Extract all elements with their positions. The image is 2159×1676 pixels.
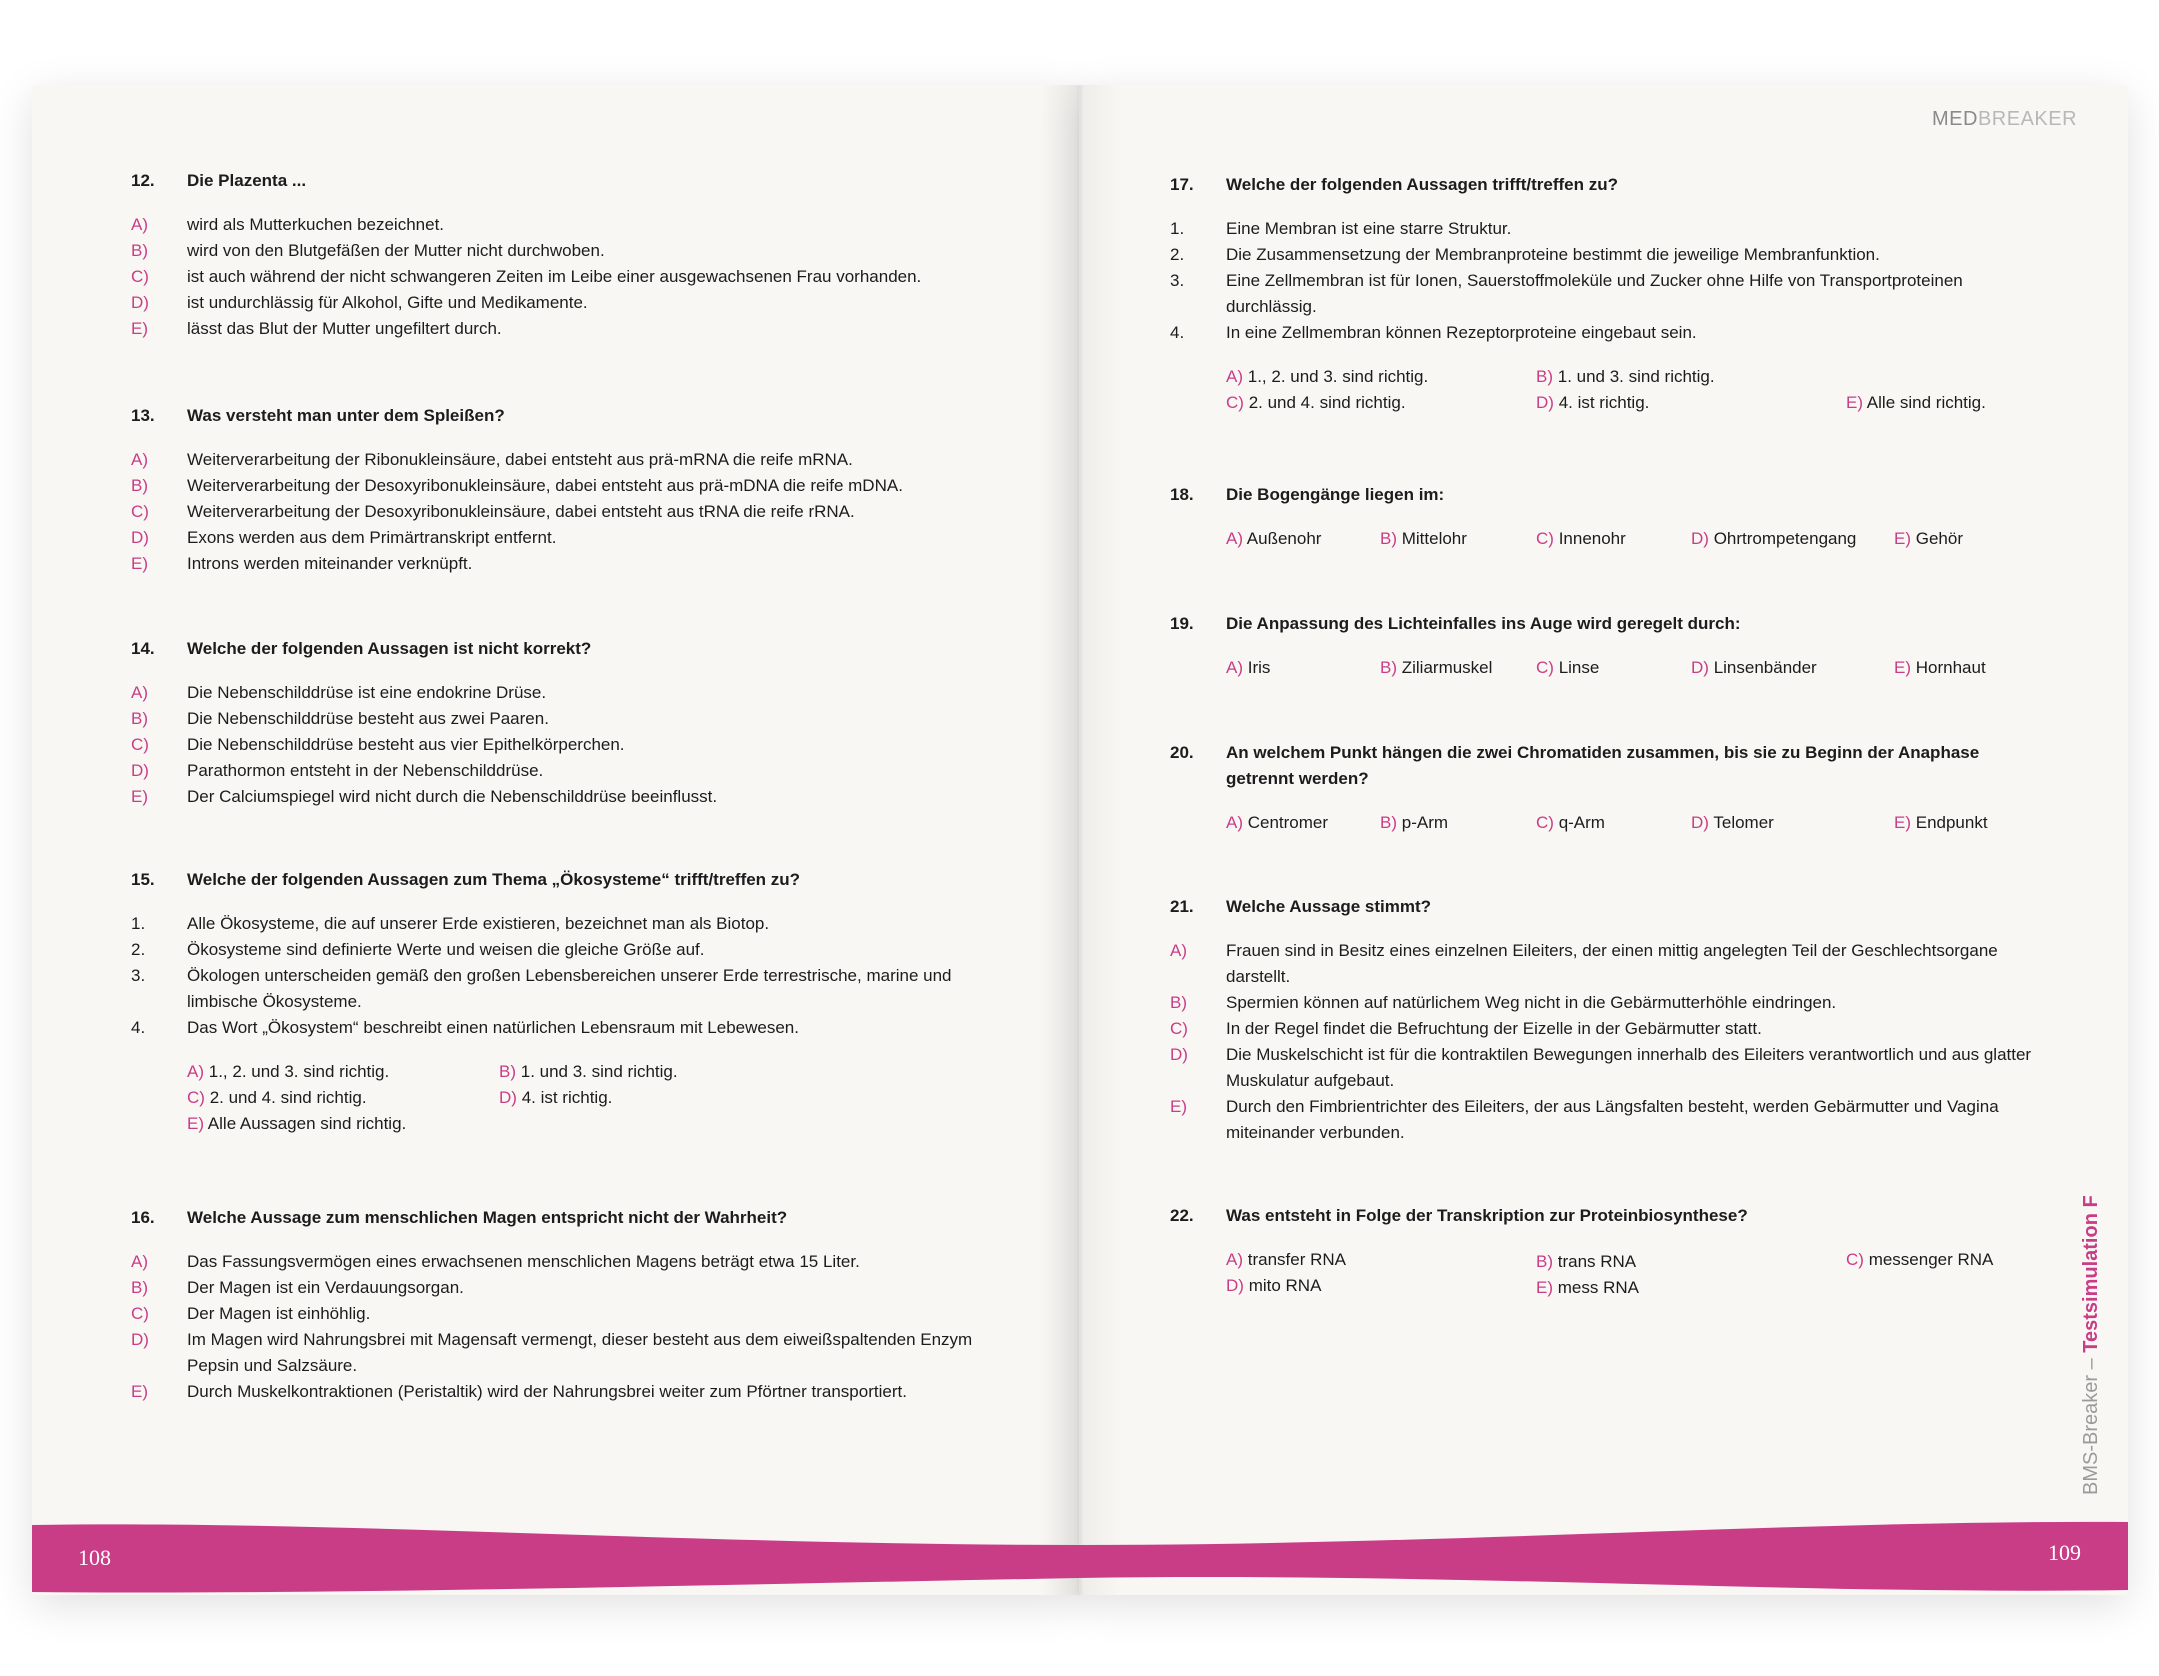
question-text: Die Bogengänge liegen im: (1226, 485, 1445, 504)
answer-option[interactable]: D) Im Magen wird Nahrungsbrei mit Magensaft vermengt, dieser besteht aus dem eiweißspaltenden Enzym Pepsin und Salzsäure. (131, 1330, 973, 1375)
answer-option[interactable]: B) Ziliarmuskel (1380, 658, 1493, 677)
logo-med: MED (1932, 108, 1978, 130)
question-number: 20. (1170, 743, 1194, 762)
answer-option[interactable]: B) Weiterverarbeitung der Desoxyribonukleinsäure, dabei entsteht aus prä-mDNA die reife mDNA. (131, 476, 903, 495)
answer-option[interactable]: B) 1. und 3. sind richtig. (499, 1062, 678, 1081)
answer-option[interactable]: E) Gehör (1894, 529, 1963, 548)
question-text: Was entsteht in Folge der Transkription zur Proteinbiosynthese? (1226, 1206, 1748, 1225)
answer-option[interactable]: A) Weiterverarbeitung der Ribonukleinsäure, dabei entsteht aus prä-mRNA die reife mRNA. (131, 450, 853, 469)
choices-grid (131, 1059, 1011, 1139)
answer-option[interactable]: C) In der Regel findet die Befruchtung der Eizelle in der Gebärmutter statt. (1170, 1019, 1762, 1038)
answer-option[interactable]: C) Die Nebenschilddrüse besteht aus vier Epithelkörperchen. (131, 735, 625, 754)
answer-option[interactable]: D) 4. ist richtig. (1536, 393, 1650, 412)
answer-option[interactable]: D) Exons werden aus dem Primärtranskript entfernt. (131, 528, 557, 547)
answer-option[interactable]: C) Der Magen ist einhöhlig. (131, 1304, 371, 1323)
answer-option[interactable]: C) messenger RNA (1846, 1250, 1994, 1269)
question-20 (1170, 740, 2040, 836)
question-text: Welche der folgenden Aussagen zum Thema „Ökosysteme“ trifft/treffen zu? (187, 870, 801, 889)
answer-option[interactable]: E) Endpunkt (1894, 813, 1988, 832)
answer-option[interactable]: E) Hornhaut (1894, 658, 1986, 677)
question-text: Welche der folgenden Aussagen ist nicht korrekt? (187, 639, 592, 658)
statement: 3. Ökologen unterscheiden gemäß den großen Lebensbereichen unserer Erde terrestrische, marine und limbische Ökosysteme. (131, 966, 952, 1011)
answer-option[interactable]: B) p-Arm (1380, 813, 1449, 832)
question-text: Welche der folgenden Aussagen trifft/treffen zu? (1226, 175, 1618, 194)
answer-option[interactable]: D) Die Muskelschicht ist für die kontraktilen Bewegungen innerhalb des Eileiters verantwortlich und aus glatter Muskulatur aufgebaut. (1170, 1045, 2032, 1090)
answer-option[interactable]: E) mess RNA (1536, 1278, 1639, 1297)
choices-row (1170, 526, 2040, 552)
statement: 2. Ökosysteme sind definierte Werte und weisen die gleiche Größe auf. (131, 940, 705, 959)
answer-option[interactable]: E) Der Calciumspiegel wird nicht durch die Nebenschilddrüse beeinflusst. (131, 787, 718, 806)
side-running-title (2080, 1195, 2103, 1495)
choices-row (1170, 655, 2040, 681)
answer-option[interactable]: E) Durch Muskelkontraktionen (Peristaltik) wird der Nahrungsbrei weiter zum Pförtner transportiert. (131, 1382, 907, 1401)
page-number-left: 108 (78, 1545, 111, 1570)
answer-option[interactable]: E) lässt das Blut der Mutter ungefiltert durch. (131, 319, 502, 338)
question-text: Die Plazenta ... (187, 171, 307, 190)
statement: 1. Alle Ökosysteme, die auf unserer Erde existieren, bezeichnet man als Biotop. (131, 914, 770, 933)
question-17 (1170, 172, 2040, 418)
question-15 (131, 867, 1011, 1139)
choices-grid (1170, 364, 2040, 418)
answer-option[interactable]: A) wird als Mutterkuchen bezeichnet. (131, 215, 445, 234)
answer-option[interactable]: A) transfer RNA (1226, 1250, 1346, 1269)
answer-option[interactable]: A) Außenohr (1226, 529, 1322, 548)
answer-option[interactable]: C) Weiterverarbeitung der Desoxyribonukleinsäure, dabei entsteht aus tRNA die reife rRNA. (131, 502, 855, 521)
question-21 (1170, 894, 2040, 1146)
statement: 3. Eine Zellmembran ist für Ionen, Sauerstoffmoleküle und Zucker ohne Hilfe von Transportproteinen durchlässig. (1170, 271, 1963, 316)
answer-option[interactable]: D) mito RNA (1226, 1276, 1322, 1295)
question-number: 18. (1170, 485, 1194, 504)
question-number: 16. (131, 1208, 155, 1227)
choices-row (1170, 810, 2040, 836)
statement: 2. Die Zusammensetzung der Membranproteine bestimmt die jeweilige Membranfunktion. (1170, 245, 1880, 264)
choices-grid (1170, 1247, 2040, 1301)
medbreaker-logo (1932, 108, 2077, 131)
answer-option[interactable]: C) q-Arm (1536, 813, 1605, 832)
answer-option[interactable]: D) Linsenbänder (1691, 658, 1817, 677)
question-text: Welche Aussage stimmt? (1226, 897, 1432, 916)
answer-option[interactable]: D) 4. ist richtig. (499, 1088, 613, 1107)
logo-breaker: BREAKER (1977, 108, 2078, 130)
question-16 (131, 1205, 1011, 1405)
question-18 (1170, 482, 2040, 552)
question-13 (131, 403, 1011, 577)
question-19 (1170, 611, 2040, 681)
question-text: Welche Aussage zum menschlichen Magen entspricht nicht der Wahrheit? (187, 1208, 788, 1227)
question-number: 22. (1170, 1206, 1194, 1225)
answer-option[interactable]: E) Alle sind richtig. (1846, 393, 1986, 412)
question-number: 12. (131, 171, 155, 190)
question-22 (1170, 1203, 2040, 1301)
answer-option[interactable]: C) 2. und 4. sind richtig. (187, 1088, 367, 1107)
answer-option[interactable]: D) ist undurchlässig für Alkohol, Gifte und Medikamente. (131, 293, 588, 312)
answer-option[interactable]: B) wird von den Blutgefäßen der Mutter nicht durchwoben. (131, 241, 605, 260)
statement: 4. In eine Zellmembran können Rezeptorproteine eingebaut sein. (1170, 323, 1697, 342)
answer-option[interactable]: A) Die Nebenschilddrüse ist eine endokrine Drüse. (131, 683, 547, 702)
answer-option[interactable]: A) Iris (1226, 658, 1271, 677)
answer-option[interactable]: A) Das Fassungsvermögen eines erwachsenen menschlichen Magens beträgt etwa 15 Liter. (131, 1252, 860, 1271)
answer-option[interactable]: C) Linse (1536, 658, 1600, 677)
question-text: An welchem Punkt hängen die zwei Chromatiden zusammen, bis sie zu Beginn der Anaphase getrennt werden? (1226, 743, 1980, 788)
answer-option[interactable]: B) Die Nebenschilddrüse besteht aus zwei Paaren. (131, 709, 549, 728)
answer-option[interactable]: D) Telomer (1691, 813, 1774, 832)
answer-option[interactable]: D) Parathormon entsteht in der Nebenschilddrüse. (131, 761, 544, 780)
answer-option[interactable]: A) Frauen sind in Besitz eines einzelnen Eileiters, der einen mittig angelegten Teil der Geschlechtsorgane darstellt. (1170, 941, 1998, 986)
answer-option[interactable]: A) Centromer (1226, 813, 1329, 832)
answer-option[interactable]: A) 1., 2. und 3. sind richtig. (1226, 367, 1429, 386)
answer-option[interactable]: A) 1., 2. und 3. sind richtig. (187, 1062, 390, 1081)
answer-option[interactable]: E) Introns werden miteinander verknüpft. (131, 554, 473, 573)
question-number: 17. (1170, 175, 1194, 194)
answer-option[interactable]: E) Durch den Fimbrientrichter des Eileiters, der aus Längsfalten besteht, werden Gebärmutter und Vagina miteinander verbunden. (1170, 1097, 1999, 1142)
answer-option[interactable]: C) 2. und 4. sind richtig. (1226, 393, 1406, 412)
side-brand: BMS-Breaker – (2080, 1352, 2102, 1495)
answer-option[interactable]: B) trans RNA (1536, 1252, 1637, 1271)
question-number: 14. (131, 639, 155, 658)
question-text: Die Anpassung des Lichteinfalles ins Auge wird geregelt durch: (1226, 614, 1741, 633)
side-title: Testsimulation F (2080, 1195, 2102, 1353)
question-number: 19. (1170, 614, 1194, 633)
answer-option[interactable]: C) Innenohr (1536, 529, 1626, 548)
question-number: 21. (1170, 897, 1194, 916)
answer-option[interactable]: D) Ohrtrompetengang (1691, 529, 1857, 548)
answer-option[interactable]: E) Alle Aussagen sind richtig. (187, 1114, 407, 1133)
statement: 4. Das Wort „Ökosystem“ beschreibt einen natürlichen Lebensraum mit Lebewesen. (131, 1018, 799, 1037)
question-number: 13. (131, 406, 155, 425)
question-text: Was versteht man unter dem Spleißen? (187, 406, 505, 425)
question-12 (131, 168, 1011, 342)
page-number-right: 109 (2048, 1540, 2081, 1565)
answer-option[interactable]: B) Mittelohr (1380, 529, 1467, 548)
answer-option[interactable]: B) Der Magen ist ein Verdauungsorgan. (131, 1278, 464, 1297)
answer-option[interactable]: B) 1. und 3. sind richtig. (1536, 367, 1715, 386)
answer-option[interactable]: C) ist auch während der nicht schwangeren Zeiten im Leibe einer ausgewachsenen Frau vorhanden. (131, 267, 922, 286)
answer-option[interactable]: B) Spermien können auf natürlichem Weg nicht in die Gebärmutterhöhle eindringen. (1170, 993, 1837, 1012)
question-number: 15. (131, 870, 155, 889)
question-14 (131, 636, 1011, 810)
statement: 1. Eine Membran ist eine starre Struktur. (1170, 219, 1512, 238)
